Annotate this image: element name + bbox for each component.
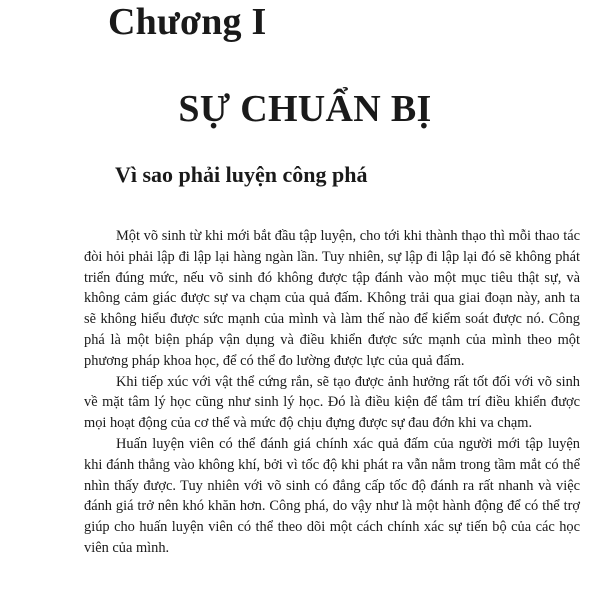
section-title: Vì sao phải luyện công phá: [115, 162, 368, 187]
paragraph: Huấn luyện viên có thể đánh giá chính xác quả đấm của người mới tập luyện khi đánh thẳng vào không khí, bởi vì tốc độ khi phát ra vẫn nằm trong tầm mắt có thể nhìn thấy được. Tuy nhiên với võ sinh có đẳng cấp tốc độ đánh ra rất nhanh và việc đánh giá trở nên khó khăn hơn. Công phá, do vậy như là một hành động để có thể trợ giúp cho huấn luyện viên có thể theo dõi một cách chính xác sự tiến bộ của các học viên của mình.: [84, 435, 580, 556]
body-text: [84, 226, 580, 559]
chapter-title: Chương I: [108, 1, 267, 43]
paragraph: Một võ sinh từ khi mới bắt đầu tập luyện, cho tới khi thành thạo thì mỗi thao tác đòi hỏi phải lập đi lập lại hàng ngàn lần. Tuy nhiên, sự lập đi lập lại đó sẽ không phát triển đúng mức, nếu võ sinh đó không được tập đánh vào một mục tiêu thật sự, và không cảm giác được sự va chạm của quả đấm. Không trải qua giai đoạn này, anh ta sẽ không hiểu được sức mạnh của mình và làm thế nào để kiểm soát được nó. Công phá là một biện pháp vận dụng và điều khiển được sức mạnh của mình theo một phương pháp khoa học, để có thể đo lường được lực của quả đấm.: [84, 228, 580, 369]
part-title: SỰ CHUẨN BỊ: [178, 88, 432, 130]
paragraph: Khi tiếp xúc với vật thể cứng rắn, sẽ tạo được ảnh hưởng rất tốt đối với võ sinh về mặt tâm lý học cũng như sinh lý học. Đó là điều kiện để tâm trí điều khiển được mọi hoạt động của cơ thể và mức độ chịu đựng được sự đau đớn khi va chạm.: [84, 373, 580, 432]
